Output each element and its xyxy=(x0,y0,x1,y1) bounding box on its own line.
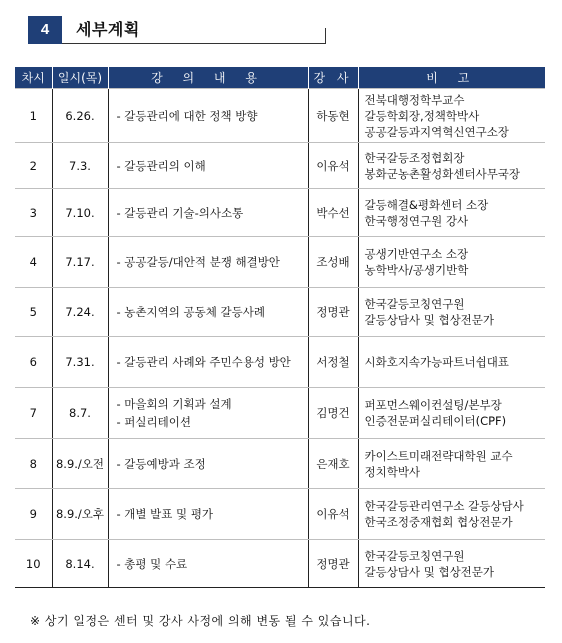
lecture-topic: - 공공갈등/대안적 분쟁 해결방안 xyxy=(116,255,280,269)
note-line: 전북대행정학부교수 xyxy=(364,92,465,107)
note-line: 한국행정연구원 강사 xyxy=(364,213,469,228)
session-date: 8.9./오전 xyxy=(52,439,108,489)
session-number: 10 xyxy=(15,540,52,588)
lecture-topic: - 갈등예방과 조정 xyxy=(116,456,206,471)
session-number: 3 xyxy=(15,189,52,237)
lecturer-notes xyxy=(358,388,545,439)
note-line: 시화호지속가능파트너쉽대표 xyxy=(364,355,509,369)
note-line: 갈등해결&평화센터 소장 xyxy=(364,197,489,212)
lecturer-name: 서정철 xyxy=(308,337,358,388)
lecturer-notes xyxy=(358,540,545,588)
title-underline xyxy=(62,43,326,44)
session-number: 2 xyxy=(15,143,52,189)
header-session: 차시 xyxy=(15,67,52,89)
lecture-topic: - 갈등관리 사례와 주민수용성 방안 xyxy=(116,355,291,369)
section-header xyxy=(28,16,326,44)
lecture-topic: - 갈등관리 기술-의사소통 xyxy=(116,205,244,220)
note-line: 퍼포먼스웨이컨설팅/본부장 xyxy=(364,398,502,412)
session-number: 4 xyxy=(15,237,52,288)
session-number: 9 xyxy=(15,489,52,540)
lecturer-name: 정명관 xyxy=(308,288,358,337)
session-date: 8.7. xyxy=(52,388,108,439)
lecturer-name: 이유석 xyxy=(308,489,358,540)
session-date: 7.24. xyxy=(52,288,108,337)
title-underline-endcap xyxy=(325,28,326,44)
lecture-content xyxy=(108,337,308,388)
lecture-topic: - 개별 발표 및 평가 xyxy=(116,507,214,521)
session-date: 7.10. xyxy=(52,189,108,237)
lecture-topic: - 갈등관리에 대한 정책 방향 xyxy=(116,108,258,123)
lecture-content xyxy=(108,288,308,337)
lecture-content xyxy=(108,237,308,288)
lecturer-name: 이유석 xyxy=(308,143,358,189)
session-number: 7 xyxy=(15,388,52,439)
table-row xyxy=(15,143,545,189)
section-number-badge: 4 xyxy=(28,16,62,44)
lecturer-notes xyxy=(358,489,545,540)
lecture-content xyxy=(108,540,308,588)
session-date: 7.31. xyxy=(52,337,108,388)
header-notes: 비 고 xyxy=(358,67,545,89)
lecture-content xyxy=(108,388,308,439)
lecture-topic: - 농촌지역의 공동체 갈등사례 xyxy=(116,305,265,319)
table-row xyxy=(15,439,545,489)
table-row xyxy=(15,540,545,588)
note-line: 한국갈등조정협회장 xyxy=(364,150,465,165)
note-line: 카이스트미래전략대학원 교수 xyxy=(364,448,513,463)
section-title: 세부계획 xyxy=(76,20,140,39)
lecturer-name: 조성배 xyxy=(308,237,358,288)
note-line: 한국갈등관리연구소 갈등상담사 xyxy=(364,499,524,513)
lecture-topic: - 마을회의 기획과 설계 xyxy=(116,397,232,411)
table-header-row xyxy=(15,67,545,89)
lecture-content xyxy=(108,189,308,237)
note-line: 한국갈등코칭연구원 xyxy=(364,548,465,563)
session-date: 8.9./오후 xyxy=(52,489,108,540)
lecturer-notes xyxy=(358,337,545,388)
session-date: 7.3. xyxy=(52,143,108,189)
lecturer-notes xyxy=(358,89,545,143)
note-line: 공공갈등과지역혁신연구소장 xyxy=(364,124,509,139)
table-row xyxy=(15,237,545,288)
session-date: 7.17. xyxy=(52,237,108,288)
lecturer-name: 박수선 xyxy=(308,189,358,237)
lecture-content xyxy=(108,439,308,489)
table-row xyxy=(15,489,545,540)
note-line: 봉화군농촌활성화센터사무국장 xyxy=(364,166,521,181)
lecturer-name: 은재호 xyxy=(308,439,358,489)
lecturer-name: 김명건 xyxy=(308,388,358,439)
note-line: 한국조정중재협회 협상전문가 xyxy=(364,515,513,529)
note-line: 갈등학회장,정책학박사 xyxy=(364,108,480,123)
lecturer-notes xyxy=(358,439,545,489)
footnote: ※ 상기 일정은 센터 및 강사 사정에 의해 변동 될 수 있습니다. xyxy=(30,614,371,628)
lecturer-name: 정명관 xyxy=(308,540,358,588)
note-line: 한국갈등코칭연구원 xyxy=(364,297,465,311)
lecture-content xyxy=(108,489,308,540)
schedule-table xyxy=(15,67,545,588)
header-lecturer: 강 사 xyxy=(308,67,358,89)
note-line: 공생기반연구소 소장 xyxy=(364,247,469,261)
note-line: 인증전문퍼실리테이터(CPF) xyxy=(364,414,507,428)
lecture-topic: - 갈등관리의 이해 xyxy=(116,158,206,173)
lecture-content xyxy=(108,89,308,143)
lecture-topic: - 퍼실리테이션 xyxy=(116,415,191,429)
note-line: 농학박사/공생기반학 xyxy=(364,263,469,277)
lecturer-notes xyxy=(358,189,545,237)
note-line: 갈등상담사 및 협상전문가 xyxy=(364,313,495,327)
session-number: 5 xyxy=(15,288,52,337)
session-number: 1 xyxy=(15,89,52,143)
session-number: 6 xyxy=(15,337,52,388)
table-row xyxy=(15,89,545,143)
note-line: 정치학박사 xyxy=(364,464,421,479)
table-row xyxy=(15,337,545,388)
table-row xyxy=(15,189,545,237)
header-date: 일시(목) xyxy=(52,67,108,89)
table-row xyxy=(15,388,545,439)
session-date: 8.14. xyxy=(52,540,108,588)
lecturer-notes xyxy=(358,237,545,288)
lecture-content xyxy=(108,143,308,189)
lecture-topic: - 총평 및 수료 xyxy=(116,556,188,571)
session-date: 6.26. xyxy=(52,89,108,143)
header-content: 강 의 내 용 xyxy=(108,67,308,89)
lecturer-notes xyxy=(358,288,545,337)
lecturer-notes xyxy=(358,143,545,189)
table-row xyxy=(15,288,545,337)
note-line: 갈등상담사 및 협상전문가 xyxy=(364,564,495,579)
session-number: 8 xyxy=(15,439,52,489)
lecturer-name: 하동현 xyxy=(308,89,358,143)
